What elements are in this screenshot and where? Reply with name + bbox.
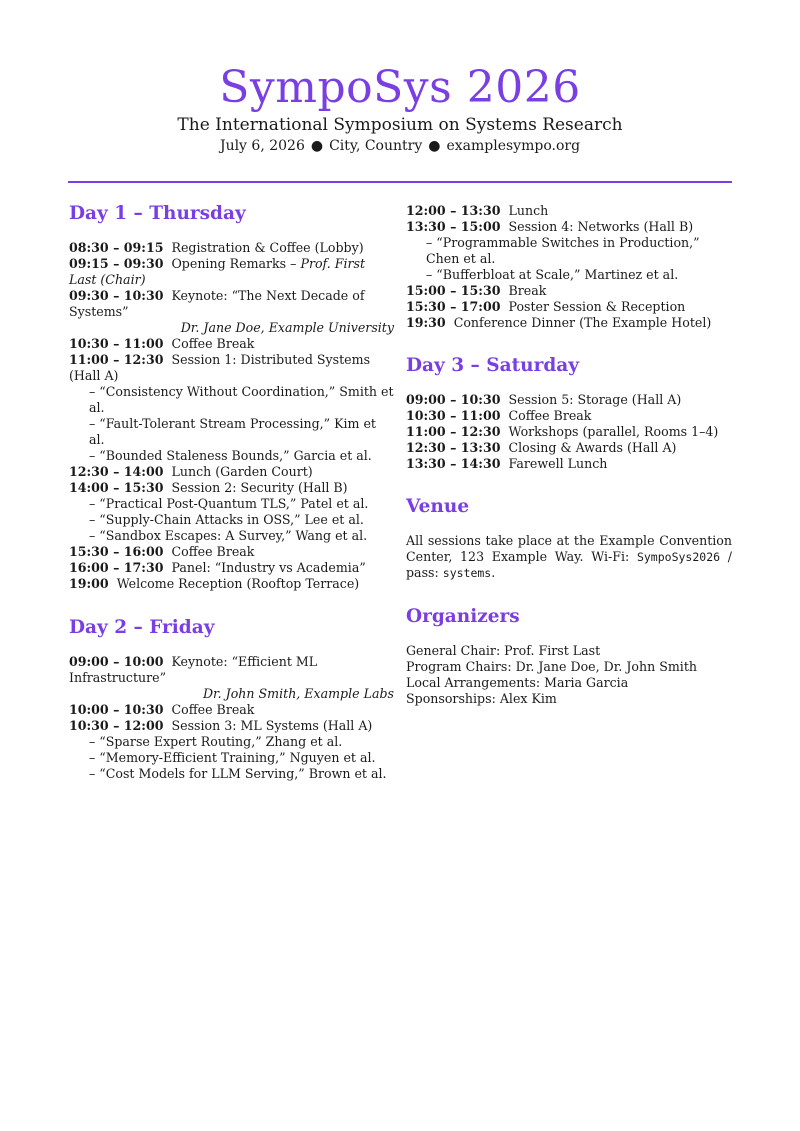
schedule-text: Coffee Break xyxy=(171,336,255,351)
schedule-time: 19:30 xyxy=(406,315,446,330)
schedule-item xyxy=(406,315,732,331)
keynote-speaker: Dr. Jane Doe, Example University xyxy=(180,320,394,335)
conference-subtitle: The International Symposium on Systems Research xyxy=(177,115,623,135)
schedule-text: Break xyxy=(508,283,547,298)
conference-website: examplesympo.org xyxy=(446,138,581,154)
schedule-text: Conference Dinner (The Example Hotel) xyxy=(453,315,712,330)
session-paper: – “Supply-Chain Attacks in OSS,” Lee et al. xyxy=(89,512,364,527)
venue-text: All sessions take place at the Example Convention Center, 123 Example Way. Wi-Fi: xyxy=(406,533,732,564)
schedule-text: Registration & Coffee (Lobby) xyxy=(171,240,364,255)
schedule-time: 10:30 – 12:00 xyxy=(69,718,164,733)
schedule-time: 09:30 – 10:30 xyxy=(69,288,164,303)
schedule-item xyxy=(406,203,732,219)
schedule-time: 19:00 xyxy=(69,576,109,591)
schedule-time: 10:30 – 11:00 xyxy=(406,408,501,423)
bullet-icon: ● xyxy=(310,138,324,154)
schedule-item xyxy=(406,440,732,456)
wifi-network: SympoSys2026 xyxy=(636,550,721,564)
schedule-text: Welcome Reception (Rooftop Terrace) xyxy=(116,576,360,591)
session-paper: – “Sparse Expert Routing,” Zhang et al. xyxy=(89,734,343,749)
schedule-text: Lunch xyxy=(508,203,549,218)
schedule-text: Coffee Break xyxy=(508,408,592,423)
organizers-heading: Organizers xyxy=(406,606,520,627)
day2-heading: Day 2 – Friday xyxy=(69,617,215,638)
schedule-time: 08:30 – 09:15 xyxy=(69,240,164,255)
schedule-time: 15:30 – 17:00 xyxy=(406,299,501,314)
venue-end: . xyxy=(491,565,496,580)
schedule-item xyxy=(69,560,394,576)
wifi-separator: / pass: xyxy=(406,549,732,580)
schedule-item xyxy=(406,408,732,424)
schedule-item xyxy=(406,299,732,315)
schedule-item xyxy=(69,256,394,288)
schedule-time: 12:30 – 14:00 xyxy=(69,464,164,479)
schedule-time: 11:00 – 12:30 xyxy=(406,424,501,439)
day3-schedule xyxy=(406,392,732,472)
schedule-item xyxy=(69,576,394,592)
schedule-text: Coffee Break xyxy=(171,702,255,717)
schedule-text: Keynote: “The Next Decade of Systems” xyxy=(69,288,365,319)
day2-schedule-continued xyxy=(406,203,732,331)
schedule-item xyxy=(406,424,732,440)
schedule-item xyxy=(69,718,394,734)
session-paper: – “Cost Models for LLM Serving,” Brown et al. xyxy=(89,766,387,781)
schedule-text: Opening Remarks – xyxy=(171,256,297,271)
schedule-time: 10:00 – 10:30 xyxy=(69,702,164,717)
organizer-line: Local Arrangements: Maria Garcia xyxy=(406,675,629,690)
schedule-time: 13:30 – 14:30 xyxy=(406,456,501,471)
day1-schedule xyxy=(69,240,394,592)
schedule-time: 15:30 – 16:00 xyxy=(69,544,164,559)
conference-date: July 6, 2026 xyxy=(219,138,305,154)
schedule-time: 11:00 – 12:30 xyxy=(69,352,164,367)
session-paper: – “Consistency Without Coordination,” Smith et al. xyxy=(89,384,394,415)
schedule-time: 13:30 – 15:00 xyxy=(406,219,501,234)
schedule-item xyxy=(69,336,394,352)
schedule-text: Lunch (Garden Court) xyxy=(171,464,313,479)
schedule-text: Farewell Lunch xyxy=(508,456,608,471)
schedule-item xyxy=(406,283,732,299)
session-paper: – “Practical Post-Quantum TLS,” Patel et al. xyxy=(89,496,369,511)
schedule-text: Session 3: ML Systems (Hall A) xyxy=(171,718,373,733)
organizers-list xyxy=(406,643,732,707)
day3-heading: Day 3 – Saturday xyxy=(406,355,579,376)
schedule-time: 12:00 – 13:30 xyxy=(406,203,501,218)
schedule-text: Keynote: “Efficient ML Infrastructure” xyxy=(69,654,318,685)
bullet-icon: ● xyxy=(428,138,441,154)
document-header xyxy=(0,62,800,156)
schedule-item xyxy=(69,352,394,384)
session-paper: – “Sandbox Escapes: A Survey,” Wang et al. xyxy=(89,528,368,543)
schedule-item xyxy=(69,288,394,320)
session-paper: – “Programmable Switches in Production,” Chen et al. xyxy=(426,235,700,266)
venue-description xyxy=(406,533,732,581)
schedule-time: 09:00 – 10:30 xyxy=(406,392,501,407)
schedule-item xyxy=(406,456,732,472)
schedule-item xyxy=(69,702,394,718)
schedule-text: Session 5: Storage (Hall A) xyxy=(508,392,682,407)
schedule-text: Session 1: Distributed Systems (Hall A) xyxy=(69,352,371,383)
organizer-line: General Chair: Prof. First Last xyxy=(406,643,601,658)
header-divider xyxy=(68,181,732,183)
schedule-text: Workshops (parallel, Rooms 1–4) xyxy=(508,424,719,439)
schedule-item xyxy=(69,240,394,256)
schedule-item xyxy=(69,480,394,496)
schedule-text: Session 4: Networks (Hall B) xyxy=(508,219,694,234)
wifi-password: systems xyxy=(442,566,492,580)
day1-heading: Day 1 – Thursday xyxy=(69,203,246,224)
session-paper: – “Bounded Staleness Bounds,” Garcia et al. xyxy=(89,448,372,463)
conference-location: City, Country xyxy=(329,138,423,154)
schedule-time: 09:15 – 09:30 xyxy=(69,256,164,271)
organizer-line: Sponsorships: Alex Kim xyxy=(406,691,557,706)
schedule-time: 12:30 – 13:30 xyxy=(406,440,501,455)
schedule-time: 09:00 – 10:00 xyxy=(69,654,164,669)
schedule-text: Panel: “Industry vs Academia” xyxy=(171,560,366,575)
schedule-item xyxy=(406,392,732,408)
session-paper: – “Bufferbloat at Scale,” Martinez et al. xyxy=(426,267,679,282)
schedule-item xyxy=(406,219,732,235)
right-column xyxy=(406,203,732,707)
schedule-item xyxy=(69,544,394,560)
schedule-text: Poster Session & Reception xyxy=(508,299,686,314)
venue-heading: Venue xyxy=(406,496,470,517)
schedule-chair: Prof. First Last (Chair) xyxy=(69,256,366,287)
schedule-time: 14:00 – 15:30 xyxy=(69,480,164,495)
session-paper: – “Fault-Tolerant Stream Processing,” Kim et al. xyxy=(89,416,376,447)
schedule-time: 10:30 – 11:00 xyxy=(69,336,164,351)
schedule-time: 16:00 – 17:30 xyxy=(69,560,164,575)
conference-title: SympoSys 2026 xyxy=(219,62,581,113)
session-paper: – “Memory-Efficient Training,” Nguyen et al. xyxy=(89,750,376,765)
schedule-time: 15:00 – 15:30 xyxy=(406,283,501,298)
schedule-item xyxy=(69,464,394,480)
schedule-text: Session 2: Security (Hall B) xyxy=(171,480,348,495)
schedule-item xyxy=(69,654,394,686)
schedule-text: Closing & Awards (Hall A) xyxy=(508,440,677,455)
keynote-speaker: Dr. John Smith, Example Labs xyxy=(202,686,394,701)
day2-schedule xyxy=(69,654,394,782)
schedule-text: Coffee Break xyxy=(171,544,255,559)
organizer-line: Program Chairs: Dr. Jane Doe, Dr. John Smith xyxy=(406,659,697,674)
conference-meta xyxy=(0,136,800,156)
left-column xyxy=(69,200,394,782)
